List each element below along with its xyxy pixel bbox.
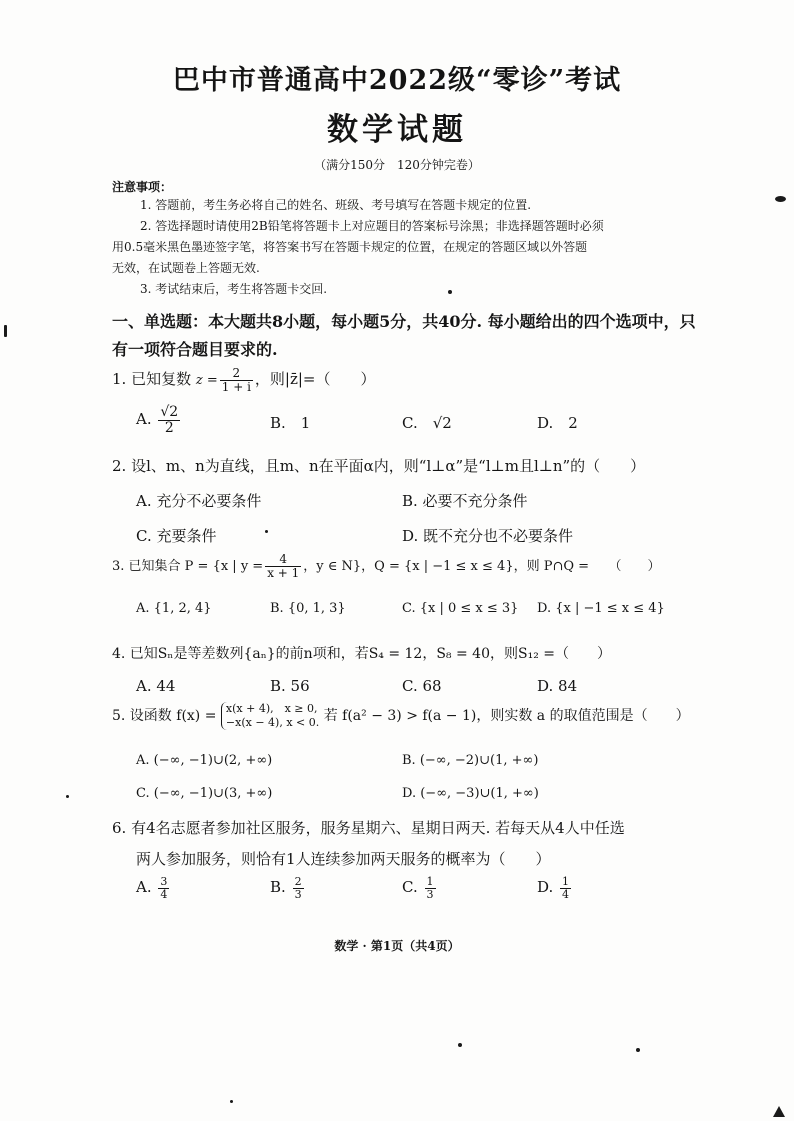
q6-option-d-num: 1 [562, 875, 570, 888]
score-info: （满分150分 120分钟完卷） [314, 158, 480, 172]
question-5 [112, 702, 690, 730]
q3-option-d: D. {x | −1 ≤ x ≤ 4} [537, 601, 665, 616]
q2-option-d: D. 既不充分也不必要条件 [402, 527, 574, 545]
q6-option-d-den: 4 [562, 887, 570, 901]
q5-option-a: A. (−∞, −1)∪(2, +∞) [136, 753, 273, 768]
notice-item-1: 1. 答题前，考生务必将自己的姓名、班级、考号填写在答题卡规定的位置. [140, 198, 532, 212]
q6-option-a [136, 876, 171, 900]
question-6-line-2: 两人参加服务，则恰有1人连续参加两天服务的概率为（ ） [136, 850, 551, 868]
q1-option-b: B. 1 [270, 414, 311, 432]
q5-case-1: x(x + 4), x ≥ 0, [225, 702, 318, 715]
q5-piecewise [221, 702, 319, 730]
q6-option-c-label: C. [402, 878, 418, 897]
notice-item-2-end: 无效，在试题卷上答题无效. [112, 261, 260, 275]
q6-option-b-den: 3 [294, 887, 302, 901]
scan-speck [636, 1048, 640, 1052]
question-1 [112, 367, 376, 393]
q6-option-b [270, 876, 306, 900]
q6-option-b-label: B. [270, 878, 286, 897]
q1-option-a-den: 2 [164, 419, 174, 436]
q3-frac-num: 4 [265, 553, 301, 567]
q6-option-a-label: A. [136, 878, 152, 897]
scan-speck [66, 795, 69, 798]
q1-fraction [220, 367, 253, 393]
scan-speck [4, 325, 7, 337]
q3-suffix: ，y ∈ N}，Q = {x | −1 ≤ x ≤ 4}，则 P∩Q = （ ） [303, 559, 661, 575]
page-footer: 数学 · 第1页（共4页） [334, 939, 460, 953]
q6-option-c-den: 3 [426, 887, 434, 901]
scan-speck [448, 290, 452, 294]
q6-option-d-fraction [560, 876, 571, 900]
q2-option-b: B. 必要不充分条件 [402, 492, 528, 510]
notice-item-3: 3. 考试结束后，考生将答题卡交回. [140, 282, 328, 296]
q1-option-a [136, 405, 182, 435]
q6-option-c [402, 876, 438, 900]
q4-option-c: C. 68 [402, 677, 442, 695]
q1-z: z = [195, 373, 218, 389]
q1-option-c: C. √2 [402, 414, 452, 432]
q6-option-a-num: 3 [160, 875, 168, 888]
q1-frac-num: 2 [220, 367, 253, 381]
q1-frac-den: 1 + i [221, 379, 251, 394]
question-3 [112, 553, 661, 579]
q3-option-b: B. {0, 1, 3} [270, 601, 346, 616]
q1-option-a-label: A. [136, 410, 152, 429]
q5-option-d: D. (−∞, −3)∪(1, +∞) [402, 786, 539, 801]
q1-option-a-num: √2 [160, 404, 179, 420]
q5-case-2: −x(x − 4), x < 0. [225, 716, 320, 729]
q6-option-d-label: D. [537, 878, 554, 897]
question-2: 2. 设l、m、n为直线，且m、n在平面α内，则“l⊥α”是“l⊥m且l⊥n”的（ ） [112, 457, 646, 475]
q5-option-b: B. (−∞, −2)∪(1, +∞) [402, 753, 539, 768]
q1-suffix: ，则|z̄|=（ ） [254, 370, 376, 389]
q1-prefix: 1. 已知复数 [112, 370, 192, 389]
q6-option-a-fraction [158, 876, 169, 900]
scan-speck [458, 1043, 462, 1047]
q4-option-b: B. 56 [270, 677, 310, 695]
exam-title: 巴中市普通高中2022级“零诊”考试 [172, 65, 622, 96]
q3-option-a: A. {1, 2, 4} [136, 601, 212, 616]
q3-frac-den: x + 1 [267, 565, 300, 580]
subject-title: 数学试题 [327, 112, 467, 148]
notice-item-2: 2. 答选择题时请使用2B铅笔将答题卡上对应题目的答案标号涂黑；非选择题答题时必须 [140, 219, 604, 233]
question-6-line-1: 6. 有4名志愿者参加社区服务，服务星期六、星期日两天. 若每天从4人中任选 [112, 819, 625, 837]
q5-suffix: 若 f(a² − 3) > f(a − 1)，则实数 a 的取值范围是（ ） [323, 708, 690, 724]
q1-option-a-fraction [158, 405, 180, 435]
q3-prefix: 3. 已知集合 P = {x | y = [112, 559, 264, 575]
q1-option-d: D. 2 [537, 414, 578, 432]
q2-option-c: C. 充要条件 [136, 527, 217, 545]
q3-option-c: C. {x | 0 ≤ x ≤ 3} [402, 601, 519, 616]
scan-speck [775, 196, 786, 202]
scan-speck [230, 1100, 233, 1103]
section-heading: 一、单选题：本大题共8小题，每小题5分，共40分. 每小题给出的四个选项中，只有一项符合题目要求的. [112, 312, 696, 359]
notice-heading: 注意事项： [112, 180, 173, 194]
scan-speck [265, 530, 268, 533]
q5-option-c: C. (−∞, −1)∪(3, +∞) [136, 786, 273, 801]
notice-item-2-cont: 用0.5毫米黑色墨迹签字笔，将答案书写在答题卡规定的位置，在规定的答题区域以外答题 [112, 240, 588, 254]
q4-option-a: A. 44 [136, 677, 176, 695]
q6-option-d [537, 876, 573, 900]
q6-option-c-fraction [425, 876, 436, 900]
q3-fraction [265, 553, 301, 579]
q6-option-a-den: 4 [160, 887, 168, 901]
q2-option-a: A. 充分不必要条件 [136, 492, 262, 510]
question-4: 4. 已知Sₙ是等差数列{aₙ}的前n项和，若S₄ = 12，S₈ = 40，则S₁₂ =（ ） [112, 646, 611, 662]
q5-prefix: 5. 设函数 f(x) = [112, 708, 217, 724]
q4-option-d: D. 84 [537, 677, 578, 695]
q6-option-c-num: 1 [426, 875, 434, 888]
scan-speck [773, 1106, 785, 1117]
q6-option-b-num: 2 [294, 875, 302, 888]
q6-option-b-fraction [293, 876, 304, 900]
